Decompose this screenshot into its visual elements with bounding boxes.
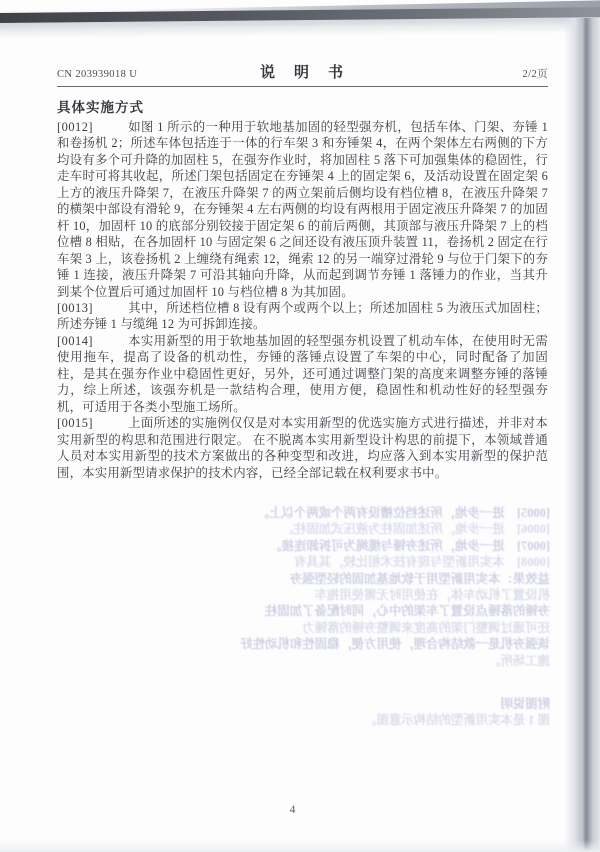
- page-indicator: 2/2页: [522, 69, 549, 80]
- bleed-line: 还可通过调整门架的高度来调整夯锤的落锤力: [302, 620, 550, 635]
- paragraph-0014: [57, 333, 548, 415]
- page-number: 4: [289, 804, 296, 816]
- bleed-line: [0007] 进一步地，所述夯锤与缆绳为可拆卸连接。: [269, 538, 550, 553]
- paragraph-text: 上面所述的实施例仅仅是对本实用新型的优选实施方式进行描述，并非对本实用新型的构思和范围进行限定。 在不脱离本实用新型设计构思的前提下，本领域普通人员对本实用新型的技术方案做出的各种变型和改进，均应落入到本实用新型的保护范围，本实用新型请求保护的技术内容，已经全部记载在权利要求书中。: [57, 416, 548, 480]
- document-body: [57, 61, 548, 481]
- header-rule: [57, 86, 548, 87]
- bleedthrough-text: [57, 505, 550, 729]
- doc-title: 说 明 书: [260, 65, 346, 81]
- paragraph-label: [0015]: [57, 416, 94, 431]
- bleed-line: 图 1 是本实用新型的结构示意图。: [364, 713, 550, 728]
- bleed-line: 施工场所。: [488, 653, 550, 668]
- page-right-edge-shadow: [564, 18, 600, 852]
- section-heading: 具体实施方式: [57, 100, 144, 115]
- paragraph-label: [0014]: [57, 333, 94, 348]
- paragraph-text: 其中，所述档位槽 8 设有两个或两个以上；所述加固柱 5 为液压式加固柱；所述夯锤 1 与缆绳 12 为可拆卸连接。: [57, 300, 548, 332]
- paragraph-label: [0013]: [57, 300, 94, 315]
- bleed-line: 夯锤的落锤点设置了车架的中心，同时配备了加固柱: [265, 604, 550, 619]
- bleed-line: [0006] 进一步地，所述加固柱为液压式加固柱。: [281, 522, 550, 537]
- page-bottom-edge-fade: [0, 840, 600, 852]
- bleed-line: 机设置了机动车体，在使用时无需使用拖车: [314, 588, 550, 603]
- paragraph-text: 本实用新型的用于软地基加固的轻型强夯机设置了机动车体，在使用时无需使用拖车，提高了设备的机动性，夯锤的落锤点设置了车架的中心，同时配备了加固柱，是其在强夯作业中稳固性更好，另外，还可通过调整门架的高度来调整夯锤的落锤力，综上所述，该强夯机是一款结构合理，使用方便，稳固性和机动性好的轻型强夯机，可适用于各类小型施工场所。: [57, 333, 548, 414]
- doc-number: CN 203939018 U: [57, 69, 138, 80]
- bleed-line: 该强夯机是一款结构合理，使用方便，稳固性和机动性好: [240, 637, 550, 652]
- bleed-line: 益效果：本实用新型用于软地基加固的轻型强夯: [289, 571, 550, 586]
- page-header: [57, 61, 548, 82]
- paragraph-0013: [57, 300, 548, 333]
- bleed-line: 附图说明: [500, 697, 550, 712]
- paragraph-label: [0012]: [57, 120, 94, 134]
- paragraph-text: 如图 1 所示的一种用于软地基加固的轻型强夯机，包括车体、门架、夯锤 1 和卷扬机 2；所述车体包括连于一体的行车架 3 和夯锤架 4，在两个架体左右两侧的下方均设有多个可升降的加固柱 5，在强夯作业时，将加固柱 5 落下可加强集体的稳固性，行走车时可将其收起，所述门架包括固定在夯锤架 4 上的固定架 6，及活动设置在固定架 6 上方的液压升降架 7，在液压升降架 7 的两立架前后侧均设有档位槽 8，在液压升降架 7 的横架中部设有滑轮 9，在夯锤架 4 左右两侧的均设有两根用于固定液压升降架 7 的加固杆 10，加固杆 10 的底部分别铰接于固定架 6 的前后两侧，其顶部与液压升降架 7 上的档位槽 8 相贴，在各加固杆 10 与固定架 6 之间还设有液压顶升装置 11，卷扬机 2 固定在行车架 3 上，该卷扬机 2 上缠绕有绳索 12，绳索 12 的另一端穿过滑轮 9 与位于门架下的夯锤 1 连接，液压升降架 7 可沿其轴向升降，从而起到调节夯锤 1 落锤力的作业，当其升到某个位置后可通过加固杆 10 与档位槽 8 为其加固。: [57, 120, 548, 299]
- bleed-line: [0008] 本实用新型与现有技术相比较，其具有: [293, 555, 550, 570]
- paragraph-0012: [57, 119, 548, 300]
- bleed-line: [0005] 进一步地，所述档位槽设有两个或两个以上。: [256, 506, 550, 520]
- paragraph-0015: [57, 415, 548, 481]
